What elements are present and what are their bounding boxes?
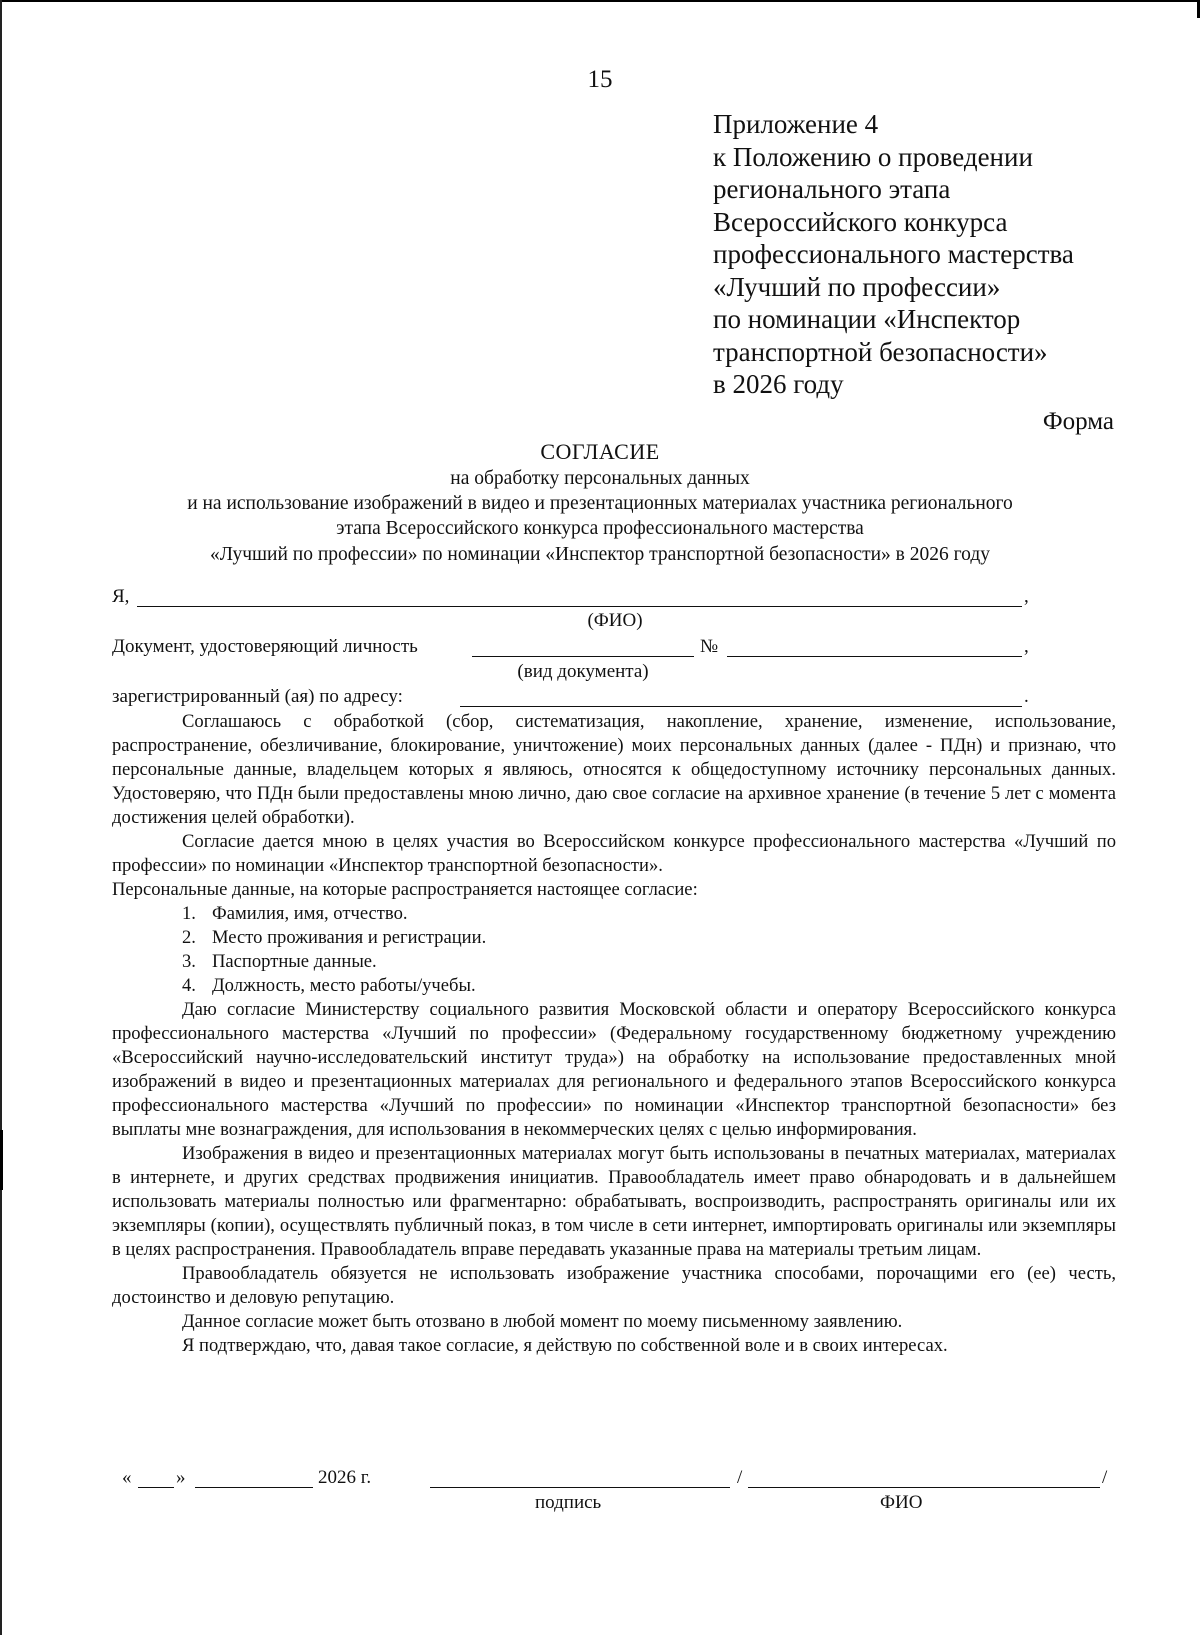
- title-line: этапа Всероссийского конкурса профессионального мастерства: [336, 518, 864, 539]
- paragraph: Данное согласие может быть отозвано в любой момент по моему письменному заявлению.: [182, 1311, 903, 1332]
- title-line: «Лучший по профессии» по номинации «Инспектор транспортной безопасности» в 2026 году: [209, 544, 990, 565]
- paragraph: Согласие дается мною в целях участия во Всероссийском конкурсе профессионального мастерства «Лучший по профессии» по номинации «Инспектор транспортной безопасности».: [112, 831, 1116, 876]
- paragraph: Даю согласие Министерству социального развития Московской области и оператору Всероссийского конкурса профессионального мастерства «Лучший по профессии» (Федеральному государственному бюджетному учреждению «Всероссийский научно-исследовательский институт труда») на обработку на использование предоставленных мной изображений в видео и презентационных материалах для регионального и федерального этапов Всероссийского конкурса профессионального мастерства «Лучший по профессии» по номинации «Инспектор транспортной безопасности» без выплаты мне вознаграждения, для использования в некоммерческих целях с целью информирования.: [112, 999, 1116, 1140]
- annex-line: транспортной безопасности»: [713, 336, 1048, 367]
- document-label: Документ, удостоверяющий личность: [112, 636, 418, 657]
- signature-input-line[interactable]: [430, 1487, 730, 1488]
- fio-caption: ФИО: [880, 1492, 923, 1513]
- annex-line: в 2026 году: [713, 369, 844, 399]
- title-line: на обработку персональных данных: [450, 468, 750, 489]
- comma: ,: [1024, 636, 1029, 657]
- fio-caption: (ФИО): [587, 610, 643, 631]
- paragraph: Изображения в видео и презентационных материалах могут быть использованы в печатных материалах, материалах в интернете, и других средствах продвижения инициатив. Правообладатель имеет право обнародовать и в дальнейшем использовать материалы полностью или фрагментарно: обрабатывать, воспроизводить, распространять оригиналы или их экземпляры (копии), осуществлять публичный показ, в том числе в сети интернет, импортировать оригиналы или экземпляры в целях распространения. Правообладатель вправе передавать указанные права на материалы третьим лицам.: [112, 1143, 1116, 1260]
- page-number: 15: [587, 66, 613, 93]
- list-item: 4. Должность, место работы/учебы.: [182, 975, 476, 996]
- period: .: [1024, 686, 1029, 707]
- day-input-line[interactable]: [138, 1487, 174, 1488]
- month-input-line[interactable]: [195, 1487, 313, 1488]
- number-sign: №: [700, 636, 719, 657]
- list-item: 2. Место проживания и регистрации.: [182, 927, 487, 948]
- annex-line: по номинации «Инспектор: [713, 304, 1021, 334]
- slash: /: [1102, 1467, 1108, 1488]
- slash: /: [737, 1467, 743, 1488]
- annex-block: [713, 108, 1074, 401]
- i-label: Я,: [112, 586, 130, 607]
- comma: ,: [1024, 586, 1029, 607]
- date-quote-open: «: [122, 1467, 132, 1488]
- document-type-input-line[interactable]: [472, 656, 694, 657]
- year-label: 2026 г.: [318, 1467, 372, 1488]
- paragraph: Соглашаюсь с обработкой (сбор, систематизация, накопление, хранение, изменение, использование, распространение, обезличивание, блокирование, уничтожение) моих персональных данных (далее - ПДн) и признаю, что персональные данные, владельцем которых я являюсь, относятся к общедоступному источнику персональных данных. Удостоверяю, что ПДн были предоставлены мною лично, даю свое согласие на архивное хранение (в течение 5 лет с момента достижения целей обработки).: [112, 711, 1116, 828]
- signature-caption: подпись: [535, 1492, 602, 1513]
- scan-border-left: [0, 0, 2, 1635]
- annex-line: Приложение 4: [713, 109, 879, 139]
- annex-line: Всероссийского конкурса: [713, 206, 1008, 237]
- consent-body: [112, 710, 1116, 1358]
- title-line: и на использование изображений в видео и презентационных материалах участника регионального: [187, 493, 1013, 514]
- document-type-caption: (вид документа): [517, 661, 649, 682]
- fio-input-line[interactable]: [137, 606, 1022, 607]
- address-input-line[interactable]: [460, 706, 1022, 707]
- scan-mark-left: [0, 1130, 3, 1190]
- document-number-input-line[interactable]: [727, 656, 1022, 657]
- paragraph: Я подтверждаю, что, давая такое согласие, я действую по собственной воле и в своих интересах.: [182, 1335, 948, 1356]
- paragraph: Персональные данные, на которые распространяется настоящее согласие:: [112, 879, 698, 900]
- annex-line: регионального этапа: [713, 174, 951, 204]
- list-item: 1. Фамилия, имя, отчество.: [182, 903, 408, 924]
- date-quote-close: »: [176, 1467, 186, 1488]
- list-item: 3. Паспортные данные.: [182, 951, 377, 972]
- annex-line: профессионального мастерства: [713, 239, 1074, 269]
- annex-line: к Положению о проведении: [713, 141, 1033, 172]
- address-label: зарегистрированный (ая) по адресу:: [112, 686, 403, 707]
- form-label: Форма: [1042, 408, 1114, 435]
- scan-border-top: [0, 0, 1200, 2]
- paragraph: Правообладатель обязуется не использовать изображение участника способами, порочащими его (ее) честь, достоинство и деловую репутацию.: [112, 1263, 1116, 1308]
- fio-signature-input-line[interactable]: [748, 1487, 1100, 1488]
- annex-line: «Лучший по профессии»: [713, 271, 1001, 302]
- document-heading: СОГЛАСИЕ: [540, 439, 660, 464]
- personal-data-list: [112, 902, 1116, 998]
